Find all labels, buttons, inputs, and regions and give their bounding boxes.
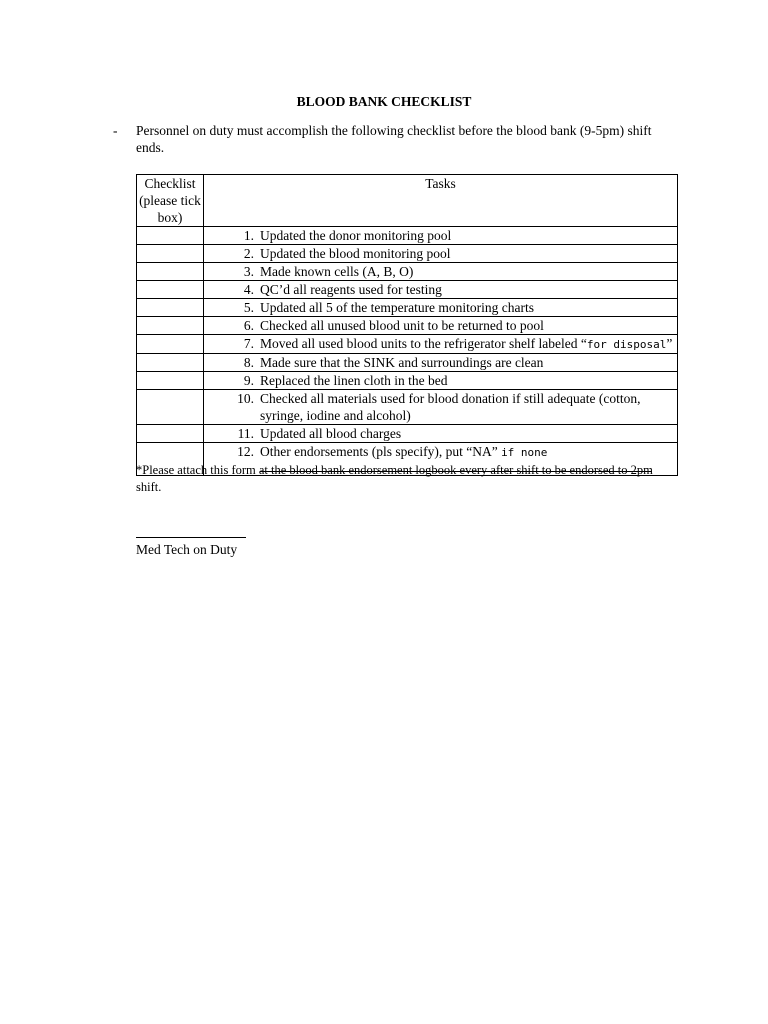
task-text-code: if none [501, 446, 548, 459]
task-number: 5. [243, 300, 254, 315]
task-item [204, 390, 677, 424]
task-text: Replaced the linen cloth in the bed [260, 373, 448, 388]
task-number: 10. [237, 391, 254, 406]
tick-box[interactable] [137, 245, 204, 263]
task-text-wrap [260, 299, 677, 316]
task-cell [204, 245, 678, 263]
task-text-wrap [260, 263, 677, 280]
tick-box[interactable] [137, 390, 204, 425]
task-text-wrap [260, 317, 677, 334]
task-number: 2. [243, 246, 254, 261]
intro-text: Personnel on duty must accomplish the following checklist before the blood bank (9-5pm) shift ends. [136, 123, 652, 155]
tick-box[interactable] [137, 299, 204, 317]
task-text: Updated the blood monitoring pool [260, 246, 451, 261]
task-cell [204, 425, 678, 443]
task-cell [204, 335, 678, 354]
task-item [204, 263, 677, 280]
task-text-wrap [260, 425, 677, 442]
task-item [204, 317, 677, 334]
task-cell [204, 299, 678, 317]
table-row [137, 245, 678, 263]
table-row [137, 425, 678, 443]
table-row [137, 354, 678, 372]
task-text-wrap [260, 354, 677, 371]
tick-box[interactable] [137, 335, 204, 354]
task-text-wrap [260, 390, 677, 424]
task-text: Made sure that the SINK and surroundings are clean [260, 355, 544, 370]
task-text-code: for disposal [586, 338, 667, 351]
task-text: Checked all materials used for blood donation if still adequate (cotton, syringe, iodine and alcohol) [260, 391, 641, 423]
tick-box[interactable] [137, 317, 204, 335]
table-row [137, 335, 678, 354]
page-title: BLOOD BANK CHECKLIST [296, 94, 472, 109]
tick-box[interactable] [137, 372, 204, 390]
task-item [204, 245, 677, 262]
task-text: Made known cells (A, B, O) [260, 264, 414, 279]
header-checklist: Checklist (please tick box) [137, 175, 204, 227]
checklist-table [136, 174, 678, 476]
task-number: 11. [237, 426, 254, 441]
table-row [137, 390, 678, 425]
tick-box[interactable] [137, 263, 204, 281]
table-row [137, 372, 678, 390]
task-item [204, 335, 677, 353]
task-cell [204, 227, 678, 245]
table-row [137, 281, 678, 299]
task-cell [204, 263, 678, 281]
task-item [204, 354, 677, 371]
table-row [137, 263, 678, 281]
task-item [204, 281, 677, 298]
tick-box[interactable] [137, 354, 204, 372]
task-text-wrap [260, 335, 677, 353]
task-item [204, 299, 677, 316]
signature-line[interactable] [136, 537, 246, 538]
checklist-rows [137, 227, 678, 476]
tick-box[interactable] [137, 227, 204, 245]
task-text-wrap [260, 227, 677, 244]
task-cell [204, 317, 678, 335]
table-header-row [137, 175, 678, 227]
header-tasks: Tasks [204, 175, 678, 227]
task-text-wrap [260, 281, 677, 298]
task-item [204, 425, 677, 442]
task-cell [204, 354, 678, 372]
task-text: Updated all blood charges [260, 426, 402, 441]
task-text: Updated all 5 of the temperature monitoring charts [260, 300, 535, 315]
table-row [137, 317, 678, 335]
task-cell [204, 372, 678, 390]
task-cell [204, 281, 678, 299]
task-text-wrap [260, 372, 677, 389]
task-number: 6. [243, 318, 254, 333]
table-row [137, 227, 678, 245]
bullet-dash: - [113, 123, 118, 138]
table-row [137, 299, 678, 317]
signature-label: Med Tech on Duty [136, 542, 238, 557]
task-number: 1. [243, 228, 254, 243]
task-number: 8. [243, 355, 254, 370]
task-number: 12. [237, 444, 254, 459]
task-number: 9. [243, 373, 254, 388]
task-text: Checked all unused blood unit to be returned to pool [260, 318, 544, 333]
footnote: *Please attach this form at the blood bank endorsement logbook every after shift to be endorsed to 2pm shift. [136, 463, 653, 494]
task-text: Updated the donor monitoring pool [260, 228, 452, 243]
task-number: 7. [243, 336, 254, 351]
task-text: QC’d all reagents used for testing [260, 282, 442, 297]
tick-box[interactable] [137, 425, 204, 443]
task-text-end: ” [666, 336, 673, 351]
tick-box[interactable] [137, 281, 204, 299]
task-item [204, 227, 677, 244]
task-number: 4. [243, 282, 254, 297]
task-cell [204, 390, 678, 425]
task-item [204, 372, 677, 389]
task-text: Moved all used blood units to the refrigerator shelf labeled “ [260, 336, 587, 351]
task-text-wrap [260, 245, 677, 262]
task-text: Other endorsements (pls specify), put “NA” [260, 444, 502, 459]
task-number: 3. [243, 264, 254, 279]
